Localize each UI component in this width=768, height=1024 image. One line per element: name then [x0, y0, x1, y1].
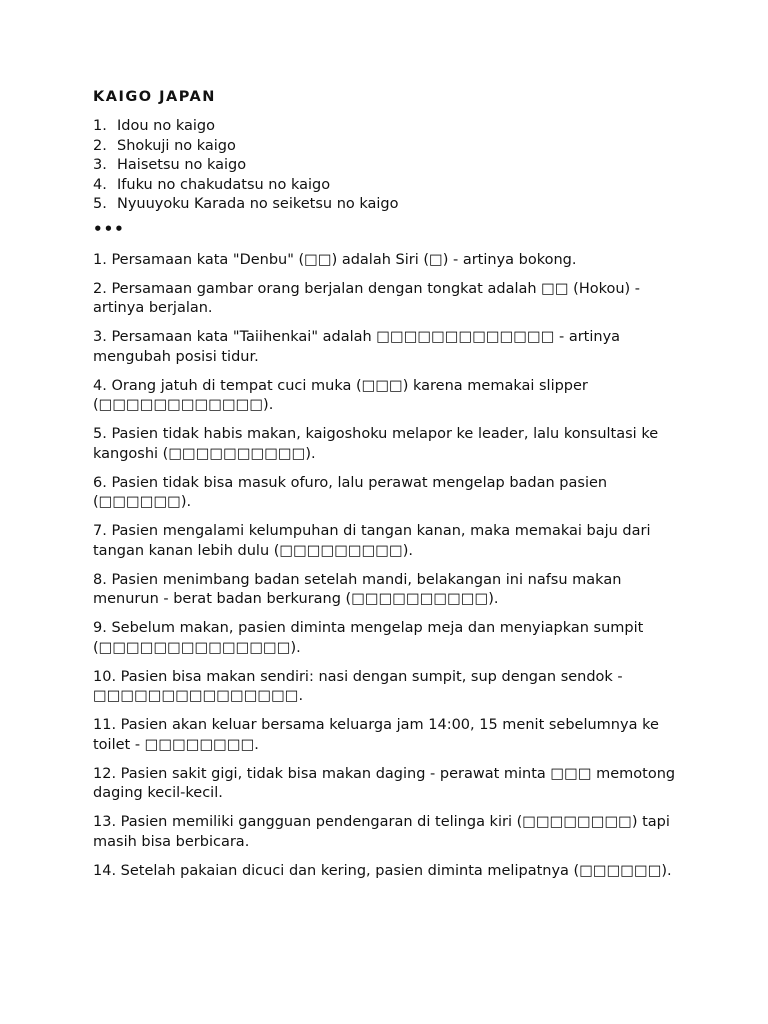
note-paragraph: 7. Pasien mengalami kelumpuhan di tangan kanan, maka memakai baju dari tangan kanan lebih dulu (□□□□□□□□□).	[93, 523, 651, 559]
note-paragraph: 6. Pasien tidak bisa masuk ofuro, lalu perawat mengelap badan pasien (□□□□□□).	[93, 474, 608, 510]
list-item-text: Haisetsu no kaigo	[117, 157, 247, 173]
document-page	[93, 88, 683, 891]
document-title: KAIGO JAPAN	[93, 89, 216, 105]
note-paragraph: 13. Pasien memiliki gangguan pendengaran di telinga kiri (□□□□□□□□) tapi masih bisa berbicara.	[93, 814, 670, 850]
note-paragraph: 3. Persamaan kata "Taiihenkai" adalah □□□□□□□□□□□□□ - artinya mengubah posisi tidur.	[93, 329, 621, 365]
list-item-text: Idou no kaigo	[117, 118, 215, 134]
section-separator: •••	[93, 219, 125, 238]
list-item-number: 4.	[93, 176, 107, 193]
list-item-text: Shokuji no kaigo	[117, 137, 236, 154]
note-paragraph: 1. Persamaan kata "Denbu" (□□) adalah Siri (□) - artinya bokong.	[93, 251, 577, 268]
note-paragraph: 10. Pasien bisa makan sendiri: nasi dengan sumpit, sup dengan sendok - □□□□□□□□□□□□□□□.	[93, 668, 623, 704]
list-item	[93, 117, 683, 137]
list-item-number: 3.	[93, 157, 107, 173]
note-paragraph: 2. Persamaan gambar orang berjalan dengan tongkat adalah □□ (Hokou) - artinya berjalan.	[93, 280, 641, 316]
list-item	[93, 137, 683, 157]
topic-list	[93, 117, 683, 215]
list-item	[93, 195, 683, 215]
note-paragraph: 12. Pasien sakit gigi, tidak bisa makan daging - perawat minta □□□ memotong daging kecil-kecil.	[93, 765, 676, 801]
list-item	[93, 176, 683, 196]
note-paragraph: 8. Pasien menimbang badan setelah mandi, belakangan ini nafsu makan menurun - berat badan berkurang (□□□□□□□□□□).	[93, 571, 622, 607]
note-paragraph: 4. Orang jatuh di tempat cuci muka (□□□) karena memakai slipper (□□□□□□□□□□□□).	[93, 377, 588, 413]
note-paragraph: 11. Pasien akan keluar bersama keluarga jam 14:00, 15 menit sebelumnya ke toilet - □□□□□□□□.	[93, 717, 659, 753]
notes-list	[93, 251, 683, 882]
list-item	[93, 156, 683, 176]
list-item-number: 5.	[93, 196, 107, 212]
list-item-number: 1.	[93, 118, 107, 134]
list-item-text: Nyuuyoku Karada no seiketsu no kaigo	[117, 196, 399, 212]
list-item-text: Ifuku no chakudatsu no kaigo	[117, 176, 331, 193]
list-item-number: 2.	[93, 137, 107, 154]
note-paragraph: 14. Setelah pakaian dicuci dan kering, pasien diminta melipatnya (□□□□□□).	[93, 862, 672, 879]
note-paragraph: 9. Sebelum makan, pasien diminta mengelap meja dan menyiapkan sumpit (□□□□□□□□□□□□□□).	[93, 620, 644, 656]
note-paragraph: 5. Pasien tidak habis makan, kaigoshoku melapor ke leader, lalu konsultasi ke kangoshi (□□□□□□□□□□).	[93, 426, 659, 462]
